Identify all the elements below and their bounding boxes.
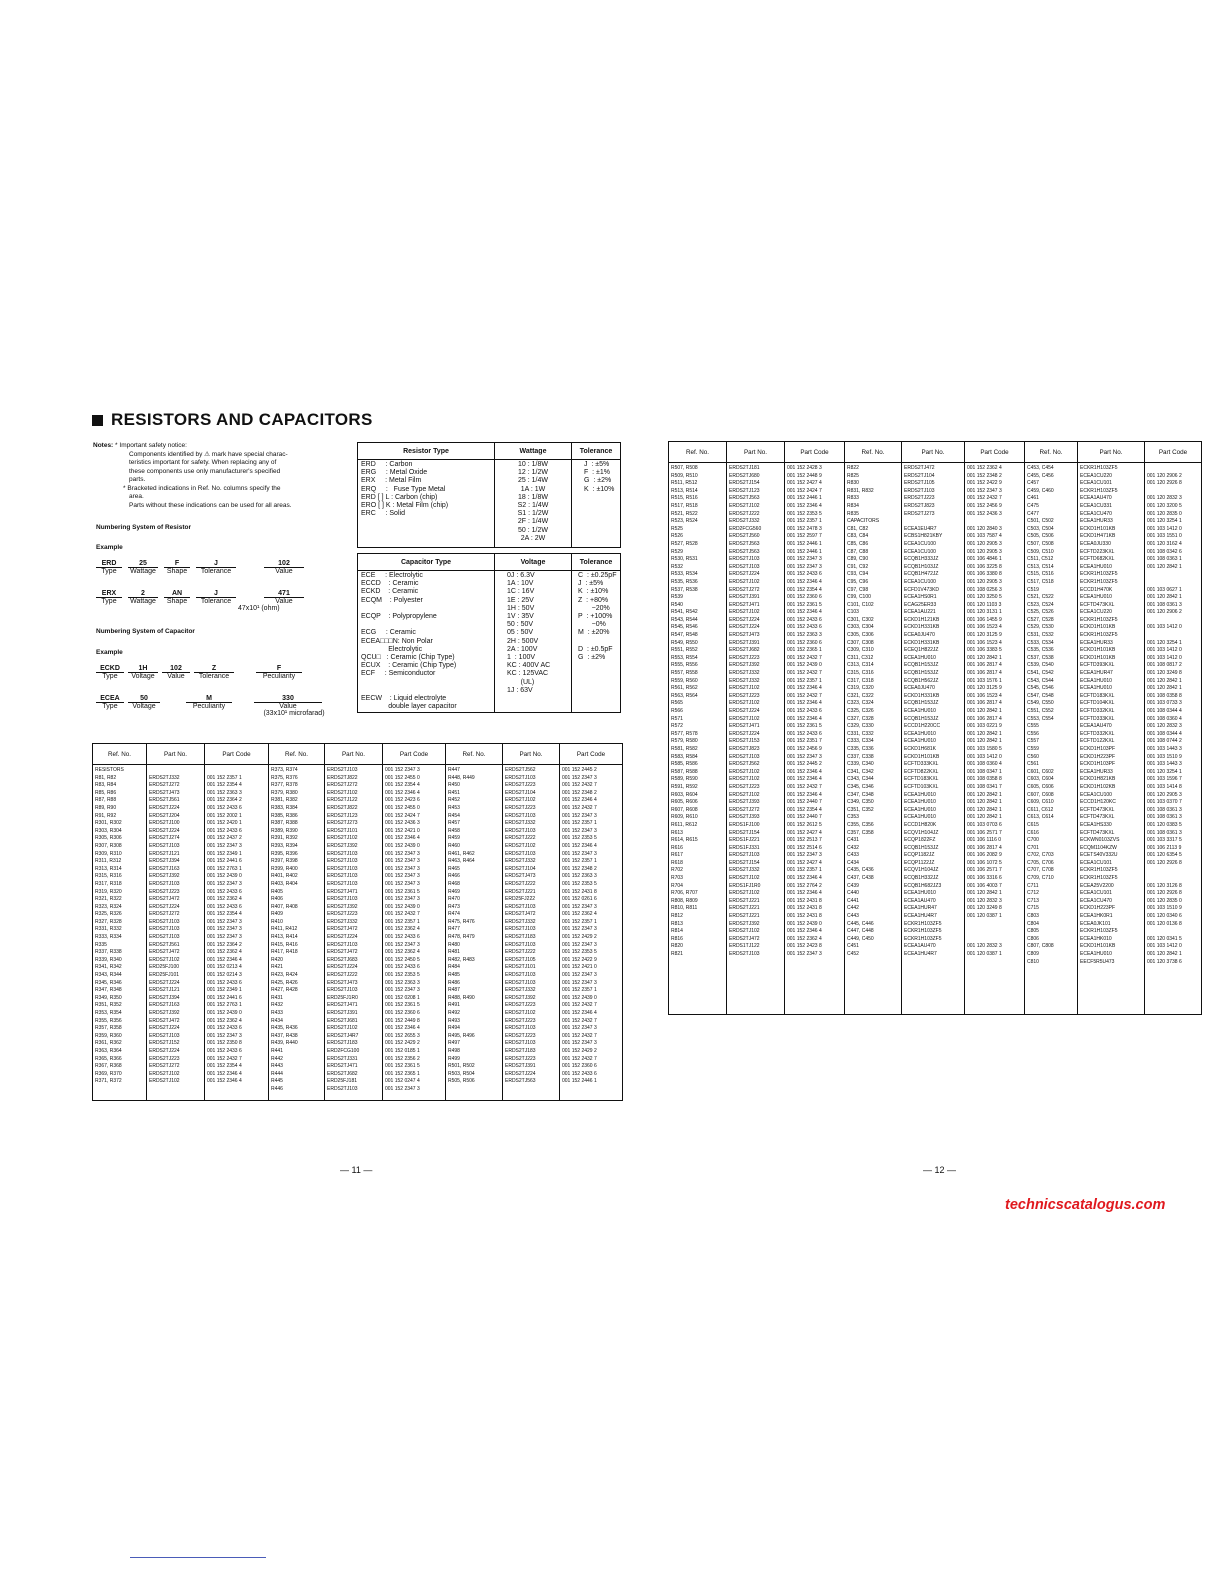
code-type: ECEA [96, 695, 124, 703]
label-voltage: Voltage [131, 673, 155, 680]
code-peculiarity: M [186, 695, 232, 703]
parts-table-left [92, 743, 623, 1101]
column-header: Voltage [495, 554, 572, 571]
tolerance-list: C : ±0.25pF J : ±5% K : ±10% Z : +80% −20% P : +100% −0% M : ±20% D : ±0.5pF G : ±2% [572, 571, 621, 713]
voltage-list: 0J : 6.3V 1A : 10V 1C : 16V 1E : 25V 1H : 50V 1V : 35V 50 : 50V 05 : 50V 2H : 500V 2A : 100V 1 : 100V KC : 400V AC KC : 125VAC (UL) 1J : 63V [495, 571, 572, 713]
label-type: Type [101, 568, 117, 575]
column-header-code: Part Code [785, 442, 845, 463]
column-header-code: Part Code [205, 744, 269, 765]
label-tolerance: Tolerance [198, 673, 230, 680]
value-note: (33x10¹ microfarad) [263, 710, 325, 717]
column-header-ref: Ref. No. [669, 442, 727, 463]
label-value: Value [279, 703, 297, 710]
code-voltage: 1H [128, 665, 158, 673]
part-code-list: 001 152 2347 3 001 152 2455 0 001 152 2354 4 001 152 2346 4 001 152 2423 6 001 152 2455 0 001 152 2424 7 001 152 2436 3 001 152 2421 0 001 152 2346 4 001 152 2439 0 001 152 2347 3 001 152 2347 3 001 152 2347 3 001 152 2347 3 001 152 2347 3 001 152 2361 5 001 152 2347 3 001 152 2439 0 001 152 2432 7 001 152 2357 1 001 152 2362 4 001 152 2433 6 001 152 2347 3 001 152 2362 4 001 152 2450 5 001 152 2433 6 001 152 2353 5 001 152 2363 3 001 152 2347 3 001 152 0208 1 001 152 2361 5 001 152 2360 6 001 152 2449 8 001 152 2346 4 001 152 2655 3 001 152 2429 2 001 152 0185 1 001 152 2356 2 001 152 2361 5 001 152 2365 1 001 152 0247 4 001 152 2347 3 [383, 765, 446, 1101]
site-watermark: technicscatalogus.com [1005, 1197, 1166, 1213]
divider-line [130, 1557, 266, 1558]
code-value: 330 [254, 695, 322, 703]
part-no-list: ERDS2TJ562 ERDS2TJ103 ERDS2TJ223 ERDS2TJ104 ERDS2TJ102 ERDS2TJ223 ERDS2TJ103 ERDS2TJ332 ERDS2TJ103 ERDS2TJ222 ERDS2TJ102 ERDS2TJ103 ERDS2TJ332 ERDS2TJ104 ERDS2TJ473 ERDS2TJ222 ERDS2TJ221 ERD25FJ222 ERDS2TJ103 ERDS2TJ472 ERDS2TJ332 ERDS2TJ103 ERDS2TJ183 ERDS2TJ103 ERDS2TJ222 ERDS2TJ105 ERDS2TJ101 ERDS2TJ103 ERDS2TJ103 ERDS2TJ332 ERDS2TJ392 ERDS2TJ223 ERDS2TJ102 ERDS2TJ223 ERDS2TJ103 ERDS2TJ223 ERDS2TJ103 ERDS2TJ183 ERDS2TJ223 ERDS2TJ391 ERDS2TJ224 ERDS2TJ563 [503, 765, 560, 1101]
label-wattage: Wattage [130, 598, 156, 605]
column-header: Resistor Type [358, 443, 495, 460]
wattage-list: 10 : 1/8W 12 : 1/2W 25 : 1/4W 1A : 1W 18 : 1/8W S2 : 1/4W S1 : 1/2W 2F : 1/4W 50 : 1/2W 2A : 2W [495, 460, 572, 548]
code-wattage: 2 [128, 590, 158, 598]
value-note: 47x10¹ (ohm) [238, 605, 280, 612]
column-header-part: Part No. [1078, 442, 1145, 463]
tolerance-list: J : ±5% F : ±1% G : ±2% K : ±10% [572, 460, 621, 548]
code-type: ERD [96, 560, 122, 568]
notes-line: these components use only manufacturer's specified [129, 467, 281, 475]
ref-no-list: C453, C454 C455, C456 C457 C459, C460 C461 C475 C477 C501, C502 C503, C504 C505, C506 C507, C508 C509, C510 C511, C512 C513, C514 C515, C516 C517, C518 C519 C521, C522 C523, C524 C525, C526 C527, C528 C529, C530 C531, C532 C533, C534 C535, C536 C537, C538 C539, C540 C541, C542 C543, C544 C545, C546 C547, C548 C549, C550 C551, C552 C553, C554 C555 C556 C557 C559 C560 C561 C601, C602 C603, C604 C605, C606 C607, C608 C609, C610 C611, C612 C613, C614 C615 C616 C700 C701 C702, C703 C705, C706 C707, C708 C709, C710 C711 C712 C713 C715 C803 C804 C805 C806 C807, C808 C809 C810 [1025, 463, 1078, 1015]
label-shape: Shape [166, 598, 188, 605]
code-shape: AN [164, 590, 190, 598]
part-code-list: 001 152 2357 1 001 152 2354 4 001 152 2363 3 001 152 2364 2 001 152 2433 6 001 152 2002 1 001 152 2420 1 001 152 2433 6 001 152 2437 2 001 152 2347 3 001 152 2349 1 001 152 2441 6 001 152 2763 1 001 152 2439 0 001 152 2347 3 001 152 2433 6 001 152 2362 4 001 152 2433 6 001 152 2354 4 001 152 2347 3 001 152 2347 3 001 152 2347 3 001 152 2364 2 001 152 2362 4 001 152 2346 4 001 152 0213 4 001 152 0214 3 001 152 2433 6 001 152 2349 1 001 152 2441 6 001 152 2763 1 001 152 2439 0 001 152 2362 4 001 152 2433 6 001 152 2347 3 001 152 2350 8 001 152 2433 6 001 152 2432 7 001 152 2354 4 001 152 2346 4 001 152 2346 4 [205, 765, 269, 1101]
ref-no-list: R822 R825 R830 R831, R832 R833 R834 R835 CAPACITORS C81, C82 C83, C84 C85, C86 C87, C88 C89, C90 C91, C92 C93, C94 C95, C96 C97, C98 C99, C100 C101, C102 C103 C301, C302 C303, C304 C305, C306 C307, C308 C309, C310 C311, C312 C313, C314 C315, C316 C317, C318 C319, C320 C321, C322 C323, C324 C325, C326 C327, C328 C329, C330 C331, C332 C333, C334 C335, C336 C337, C338 C339, C340 C341, C342 C343, C344 C345, C346 C347, C348 C349, C350 C351, C352 C353 C355, C356 C357, C358 C431 C432 C433 C434 C435, C436 C437, C438 C439 C440 C441 C442 C443 C445, C446 C447, C448 C449, C450 C451 C452 [845, 463, 902, 1015]
ref-no-list: R507, R508 R509, R510 R511, R512 R513, R514 R515, R516 R517, R518 R521, R522 R523, R524 R525 R526 R527, R528 R529 R530, R531 R532 R533, R534 R535, R536 R537, R538 R539 R540 R541, R542 R543, R544 R545, R546 R547, R548 R549, R550 R551, R552 R553, R554 R555, R556 R557, R558 R559, R560 R561, R562 R563, R564 R565 R566 R571 R572 R577, R578 R579, R580 R581, R582 R583, R584 R585, R586 R587, R588 R589, R590 R591, R592 R603, R604 R605, R606 R607, R608 R609, R610 R611, R612 R613 R614, R615 R616 R617 R618 R702 R703 R704 R706, R707 R808, R809 R810, R811 R812 R813 R814 R816 R820 R821 [669, 463, 727, 1015]
code-tolerance: J [196, 560, 236, 568]
label-type: Type [102, 673, 118, 680]
notes-line: * Bracketed indications in Ref. No. columns specify the [123, 484, 281, 492]
column-header-ref: Ref. No. [269, 744, 325, 765]
label-tolerance: Tolerance [200, 568, 232, 575]
part-code-list: 001 152 2428 3 001 152 2448 9 001 152 2427 4 001 152 2424 7 001 152 2446 1 001 152 2346 4 001 152 2353 5 001 152 2357 1 001 152 2478 3 001 152 2597 7 001 152 2446 1 001 152 2446 1 001 152 2347 3 001 152 2347 3 001 152 2433 6 001 152 2346 4 001 152 2354 4 001 152 2360 6 001 152 2361 5 001 152 2346 4 001 152 2433 6 001 152 2433 6 001 152 2363 3 001 152 2360 6 001 152 2365 1 001 152 2432 7 001 152 2439 0 001 152 2432 7 001 152 2357 1 001 152 2346 4 001 152 2432 7 001 152 2346 4 001 152 2433 6 001 152 2346 4 001 152 2361 5 001 152 2433 6 001 152 2351 7 001 152 2456 9 001 152 2347 3 001 152 2445 2 001 152 2346 4 001 152 2346 4 001 152 2432 7 001 152 2346 4 001 152 2440 7 001 152 2354 4 001 152 2440 7 001 152 2612 5 001 152 2427 4 001 152 2513 7 001 152 2514 6 001 152 2347 3 001 152 2427 4 001 152 2357 1 001 152 2346 4 001 152 2764 2 001 152 2346 4 001 152 2431 8 001 152 2431 8 001 152 2431 8 001 152 2439 0 001 152 2346 4 001 152 2362 4 001 152 2423 8 001 152 2347 3 [785, 463, 845, 1015]
column-header-ref: Ref. No. [93, 744, 147, 765]
column-header: Capacitor Type [358, 554, 495, 571]
notes-line: Parts without these indications can be used for all areas. [129, 501, 292, 509]
capacitor-example-1 [96, 665, 336, 680]
resistor-type-table [357, 442, 621, 548]
resistor-example-2 [96, 590, 336, 612]
notes-line: teristics important for safety. When replacing any of [129, 459, 277, 466]
page-number-right: — 12 — [923, 1165, 957, 1175]
ref-no-list: RESISTORS R81, R82 R83, R84 R85, R86 R87, R88 R89, R90 R91, R92 R301, R302 R303, R304 R305, R306 R307, R308 R309, R310 R311, R312 R313, R314 R315, R316 R317, R318 R319, R320 R321, R322 R323, R324 R325, R326 R327, R328 R331, R332 R333, R334 R335 R337, R338 R339, R340 R341, R342 R343, R344 R345, R346 R347, R348 R349, R350 R351, R352 R353, R354 R355, R356 R357, R358 R359, R360 R361, R362 R363, R364 R365, R366 R367, R368 R369, R370 R371, R372 [93, 765, 147, 1101]
label-type: Type [101, 598, 117, 605]
parts-table-right [668, 441, 1202, 1015]
code-shape: F [164, 560, 190, 568]
column-header-code: Part Code [965, 442, 1025, 463]
label-value: Value [275, 568, 293, 575]
code-tolerance: Z [194, 665, 234, 673]
part-no-list: ERDS2TJ181 ERDS2TJ680 ERDS2TJ154 ERDS2TJ123 ERDS2TJ563 ERDS2TJ102 ERDS2TJ222 ERDS2TJ332 ERD2FCG560 ERDS2TJ560 ERDS2TJ563 ERDS2TJ563 ERDS2TJ103 ERDS2TJ103 ERDS2TJ224 ERDS2TJ102 ERDS2TJ272 ERDS2TJ391 ERDS2TJ471 ERDS2TJ102 ERDS2TJ224 ERDS2TJ224 ERDS2TJ473 ERDS2TJ391 ERDS2TJ682 ERDS2TJ223 ERDS2TJ392 ERDS2TJ332 ERDS2TJ332 ERDS2TJ102 ERDS2TJ223 ERDS2TJ102 ERDS2TJ224 ERDS2TJ102 ERDS2TJ471 ERDS2TJ224 ERDS2TJ153 ERDS2TJ823 ERDS2TJ103 ERDS2TJ562 ERDS2TJ102 ERDS2TJ102 ERDS2TJ223 ERDS2TJ102 ERDS2TJ393 ERDS2TJ272 ERDS2TJ393 ERDS1FJ100 ERDS2TJ154 ERDS1FJ221 ERDS1FJ331 ERDS2TJ103 ERDS2TJ154 ERDS2TJ332 ERDS2TJ102 ERDS1FJ1R0 ERDS2TJ102 ERDS2TJ221 ERDS2TJ221 ERDS2TJ221 ERDS2TJ392 ERDS2TJ102 ERDS2TJ472 ERDS1TJ122 ERDS2TJ103 [727, 463, 785, 1015]
part-no-list: ERDS2TJ472 ERDS2TJ104 ERDS2TJ105 ERDS2TJ103 ERDS2TJ223 ERDS2TJ823 ERDS2TJ273 ECEA1EU4R7 ECBS1H821KBY ECEA1CU100 ECEA1CU100 ECQB1H333JZ ECQB1H103JZ ECQB1H472JZ ECEA1CU100 ECFD1V473KD ECEA1HS0R1 ECAG25ER33 ECEA1AU221 ECKD1H121KB ECKD1H331KB ECEA0JU470 ECKD1H331KB ECEQ1H822JZ ECEA1HU010 ECQB1H153JZ ECQB1H153JZ ECQB1H562JZ ECEA0JU470 ECKD1H331KB ECQB1H153JZ ECEA1HU010 ECQB1H153JZ ECCD1H220CC ECEA1HU010 ECEA1HU010 ECKD1H681K ECKD1H101KB ECFTD333KXL ECFTD822KXL ECFTD183KXL ECFTD103KXL ECEA1HU010 ECEA1HU010 ECEA1HU010 ECEA1HU010 ECCD1H820K ECQV1H104JZ ECQP1822FZ ECQB1H153JZ ECQP1182JZ ECQP1122JZ ECQV1H104JZ ECQB1H332JZ ECQB1H682JZ3 ECEA1HU010 ECEA1AU470 ECEA1HUR47 ECEA1HU4R7 ECKR1H103ZF5 ECKR1H103ZF5 ECKR1H103ZF5 ECEA1AU470 ECEA1HU4R7 [902, 463, 965, 1015]
notes-label: Notes: [93, 442, 114, 449]
column-header-ref: Ref. No. [845, 442, 902, 463]
resistor-example-1 [96, 560, 336, 575]
ref-no-list: R373, R374 R375, R376 R377, R378 R379, R380 R381, R382 R383, R384 R385, R386 R387, R388 R389, R390 R391, R392 R393, R394 R395, R396 R397, R398 R399, R400 R401, R402 R403, R404 R405 R406 R407, R408 R409 R410 R411, R412 R413, R414 R415, R416 R417, R418 R420 R421 R423, R424 R425, R426 R427, R428 R431 R432 R433 R434 R435, R436 R437, R438 R439, R440 R441 R442 R443 R444 R445 R446 [269, 765, 325, 1101]
part-code-list: 001 120 2906 2 001 120 2926 8 001 120 2832 3 001 120 3200 5 001 120 2835 0 001 120 3254 1 001 103 1412 0 001 103 1551 0 001 120 3162 4 001 108 0342 6 001 108 0363 1 001 120 2842 1 001 103 0627 1 001 120 2842 1 001 108 0361 3 001 120 2906 2 001 103 1412 0 001 120 3254 1 001 103 1412 0 001 103 1412 0 001 108 0817 2 001 120 3249 8 001 120 2842 1 001 120 2842 1 001 108 0358 8 001 103 0733 3 001 108 0344 4 001 108 0360 4 001 120 2832 3 001 108 0344 4 001 108 0744 2 001 103 1443 3 001 103 1510 9 001 103 1443 3 001 120 3254 1 001 103 1596 7 001 103 1414 8 001 120 2905 3 001 103 0370 7 001 108 0361 3 001 108 0361 3 001 120 0383 5 001 108 0361 3 001 103 3317 5 001 106 2113 9 001 120 6354 5 001 120 2926 8 001 120 3126 8 001 120 2926 8 001 120 2835 0 001 103 1510 9 001 120 0340 6 001 120 0136 8 001 120 0341 5 001 103 1412 0 001 120 2842 1 001 120 3738 6 [1145, 463, 1202, 1015]
resistor-type-list: ERD : Carbon ERG : Metal Oxide ERX : Metal Film ERQ : Fuse Type Metal ERD [ ] L : Carbon (chip) ERO [ ] K : Metal Film (chip) ERC : Solid [358, 460, 495, 548]
bullet-square-icon [92, 415, 103, 426]
code-voltage: 50 [128, 695, 160, 703]
resistor-numbering-title: Numbering System of Resistor [96, 524, 191, 531]
page-title: RESISTORS AND CAPACITORS [111, 410, 373, 429]
code-value: 102 [264, 560, 304, 568]
column-header-part: Part No. [325, 744, 383, 765]
code-peculiarity: F [256, 665, 302, 673]
column-header-part: Part No. [727, 442, 785, 463]
code-type: ERX [96, 590, 122, 598]
section-title [92, 410, 373, 430]
capacitor-type-list: ECE : Electrolytic ECCD : Ceramic ECKD : Ceramic ECQM : Polyester ECQP : Polypropylene ECG : Ceramic ECEA□□□N: Non Polar Electrolytic QCU□ : Ceramic (Chip Type) ECUX : Ceramic (Chip Type) ECF : Semiconductor EECW : Liquid electrolyte double layer capacitor [358, 571, 495, 713]
label-shape: Shape [166, 568, 188, 575]
part-code-list: 001 152 2445 2 001 152 2347 3 001 152 2432 7 001 152 2348 2 001 152 2346 4 001 152 2432 7 001 152 2347 3 001 152 2357 1 001 152 2347 3 001 152 2353 5 001 152 2346 4 001 152 2347 3 001 152 2357 1 001 152 2348 2 001 152 2363 3 001 152 2353 5 001 152 2431 8 001 152 0261 6 001 152 2347 3 001 152 2362 4 001 152 2357 1 001 152 2347 3 001 152 2429 2 001 152 2347 3 001 152 2353 5 001 152 2422 9 001 152 2421 0 001 152 2347 3 001 152 2347 3 001 152 2357 1 001 152 2439 0 001 152 2432 7 001 152 2346 4 001 152 2432 7 001 152 2347 3 001 152 2432 7 001 152 2347 3 001 152 2429 2 001 152 2432 7 001 152 2360 6 001 152 2433 6 001 152 2446 1 [560, 765, 623, 1101]
code-tolerance: J [196, 590, 236, 598]
code-value: 102 [162, 665, 190, 673]
capacitor-numbering-title: Numbering System of Capacitor [96, 628, 195, 635]
column-header-code: Part Code [1145, 442, 1202, 463]
notes-line: parts. [129, 476, 146, 483]
capacitor-type-table [357, 553, 621, 713]
column-header-code: Part Code [383, 744, 446, 765]
column-header-ref: Ref. No. [1025, 442, 1078, 463]
label-peculiarity: Peculiarity [192, 703, 226, 710]
label-value: Value [275, 598, 293, 605]
ref-no-list: R447 R448, R449 R450 R451 R452 R453 R454 R457 R458 R459 R460 R461, R462 R463, R464 R465 R466 R468 R469 R470 R473 R474 R475, R476 R477 R478, R479 R480 R481 R482, R483 R484 R485 R486 R487 R488, R490 R491 R492 R493 R494 R495, R496 R497 R498 R499 R501, R502 R503, R504 R505, R506 [446, 765, 503, 1101]
notes-line: * Important safety notice: [115, 442, 187, 449]
capacitor-example-label: Example [96, 649, 123, 656]
part-code-list: 001 152 2362 4 001 152 2348 2 001 152 2422 9 001 152 2347 3 001 152 2432 7 001 152 2456 9 001 152 2436 3 001 120 2840 3 001 103 7587 4 001 120 2905 3 001 120 2905 3 001 106 4846 1 001 106 3225 8 001 106 3380 8 001 120 2905 3 001 108 0256 3 001 120 3250 5 001 120 1103 3 001 120 3131 1 001 106 1455 9 001 106 1523 4 001 120 3125 9 001 106 1523 4 001 106 3383 5 001 120 2842 1 001 106 2817 4 001 106 2817 4 001 103 1576 1 001 120 3125 9 001 106 1523 4 001 106 2817 4 001 120 2842 1 001 106 2817 4 001 103 0221 9 001 120 2842 1 001 120 2842 1 001 103 1580 5 001 103 1412 0 001 108 0360 4 001 108 0347 1 001 108 0358 8 001 108 0341 7 001 120 2842 1 001 120 2842 1 001 120 2842 1 001 120 2842 1 001 103 0703 6 001 106 2571 7 001 106 1116 0 001 106 2817 4 001 106 2082 9 001 106 1072 5 001 106 2571 7 001 106 3316 6 001 106 4003 7 001 120 2842 1 001 120 2832 3 001 120 3249 8 001 120 0387 1 001 120 2832 3 001 120 0387 1 [965, 463, 1025, 1015]
column-header-part: Part No. [902, 442, 965, 463]
label-value: Value [167, 673, 185, 680]
column-header-code: Part Code [560, 744, 623, 765]
capacitor-example-2 [96, 695, 336, 717]
label-wattage: Wattage [130, 568, 156, 575]
column-header-part: Part No. [147, 744, 205, 765]
resistor-example-label: Example [96, 544, 123, 551]
part-no-list: ERDS2TJ103 ERDS2TJ822 ERDS2TJ272 ERDS2TJ102 ERDS2TJ122 ERDS2TJ822 ERDS2TJ123 ERDS2TJ273 ERDS2TJ101 ERDS2TJ102 ERDS2TJ392 ERDS2TJ103 ERDS2TJ103 ERDS2TJ103 ERDS2TJ103 ERDS2TJ103 ERDS2TJ471 ERDS2TJ103 ERDS2TJ392 ERDS2TJ223 ERDS2TJ332 ERDS2TJ472 ERDS2TJ224 ERDS2TJ103 ERDS2TJ472 ERDS2TJ683 ERDS2TJ224 ERDS2TJ222 ERDS2TJ473 ERDS2TJ103 ERD25FJ1R0 ERDS2TJ471 ERDS2TJ391 ERDS2TJ681 ERDS2TJ102 ERDS2TJ4R7 ERDS2TJ183 ERD2FCG100 ERDS2TJ331 ERDS2TJ471 ERDS2TJ682 ERD25FJ181 ERDS2TJ103 [325, 765, 383, 1101]
part-no-list: ECKR1H103ZF5 ECEA1CU220 ECEA1CU101 ECKR1H103ZF5 ECEA1AU470 ECEA1CU331 ECEA1CU470 ECEA1HUR33 ECKD1H101KB ECKD1H471KB ECEA0JU330 ECFTD223KXL ECFTD682KXL ECEA1HU010 ECKR1H103ZF5 ECKR1H103ZF5 ECCD1H470K ECEA1HU010 ECFTD473KXL ECEA1CU220 ECKR1H103ZF5 ECKD1H101KB ECKR1H103ZF5 ECEA1HUR33 ECKD1H101KB ECKD1H101KB ECFTD393KXL ECEA1HUR47 ECEA1HU010 ECEA1HU010 ECFTD183KXL ECFTD104KXL ECFTD332KXL ECFTD333KXL ECEA1AU470 ECFTD332KXL ECFTD122KXL ECKD1H103PF ECKD1H223PF ECKD1H103PF ECEA1HUR33 ECKD1H821KB ECKD1H102KB ECEA1CU100 ECCD1H120KC ECFTD473KXL ECFTD473KXL ECEA1HS330 ECFTD473KXL ECKWN0103ZVS ECQM1104KZW ECETS40V332U ECEA1CU101 ECKR1H103ZF5 ECKR1H103ZF5 ECEA25V2200 ECEA1CU101 ECEA1CU470 ECKD1H223PF ECEA1HK0R1 ECEA0JK101 ECKR1H103ZF5 ECEA1HK010 ECKD1H101KB ECEA1HU010 EECF5R5U473 [1078, 463, 1145, 1015]
column-header: Tolerance [572, 554, 621, 571]
column-header: Tolerance [572, 443, 621, 460]
notes-line: area. [129, 493, 144, 500]
code-type: ECKD [96, 665, 124, 673]
notes-block [93, 442, 333, 510]
notes-line: Components identified by ⚠ mark have special charac- [129, 450, 288, 458]
label-peculiarity: Peculiarity [262, 673, 296, 680]
part-no-list: ERDS2TJ332 ERDS2TJ272 ERDS2TJ473 ERDS2TJ561 ERDS2TJ224 ERDS2TJ204 ERDS2TJ100 ERDS2TJ224 ERDS2TJ274 ERDS2TJ103 ERDS2TJ121 ERDS2TJ394 ERDS2TJ163 ERDS2TJ392 ERDS2TJ103 ERDS2TJ223 ERDS2TJ472 ERDS2TJ224 ERDS2TJ272 ERDS2TJ103 ERDS2TJ103 ERDS2TJ103 ERDS2TJ561 ERDS2TJ472 ERDS2TJ102 ERD25FJ100 ERD25FJ101 ERDS2TJ224 ERDS2TJ121 ERDS2TJ394 ERDS2TJ163 ERDS2TJ392 ERDS2TJ472 ERDS2TJ224 ERDS2TJ103 ERDS2TJ152 ERDS2TJ224 ERDS2TJ223 ERDS2TJ272 ERDS2TJ102 ERDS2TJ102 [147, 765, 205, 1101]
column-header-part: Part No. [503, 744, 560, 765]
label-tolerance: Tolerance [200, 598, 232, 605]
column-header: Wattage [495, 443, 572, 460]
label-type: Type [102, 703, 118, 710]
code-wattage: 25 [128, 560, 158, 568]
code-value: 471 [264, 590, 304, 598]
label-voltage: Voltage [132, 703, 156, 710]
column-header-ref: Ref. No. [446, 744, 503, 765]
page-number-left: — 11 — [340, 1165, 373, 1175]
